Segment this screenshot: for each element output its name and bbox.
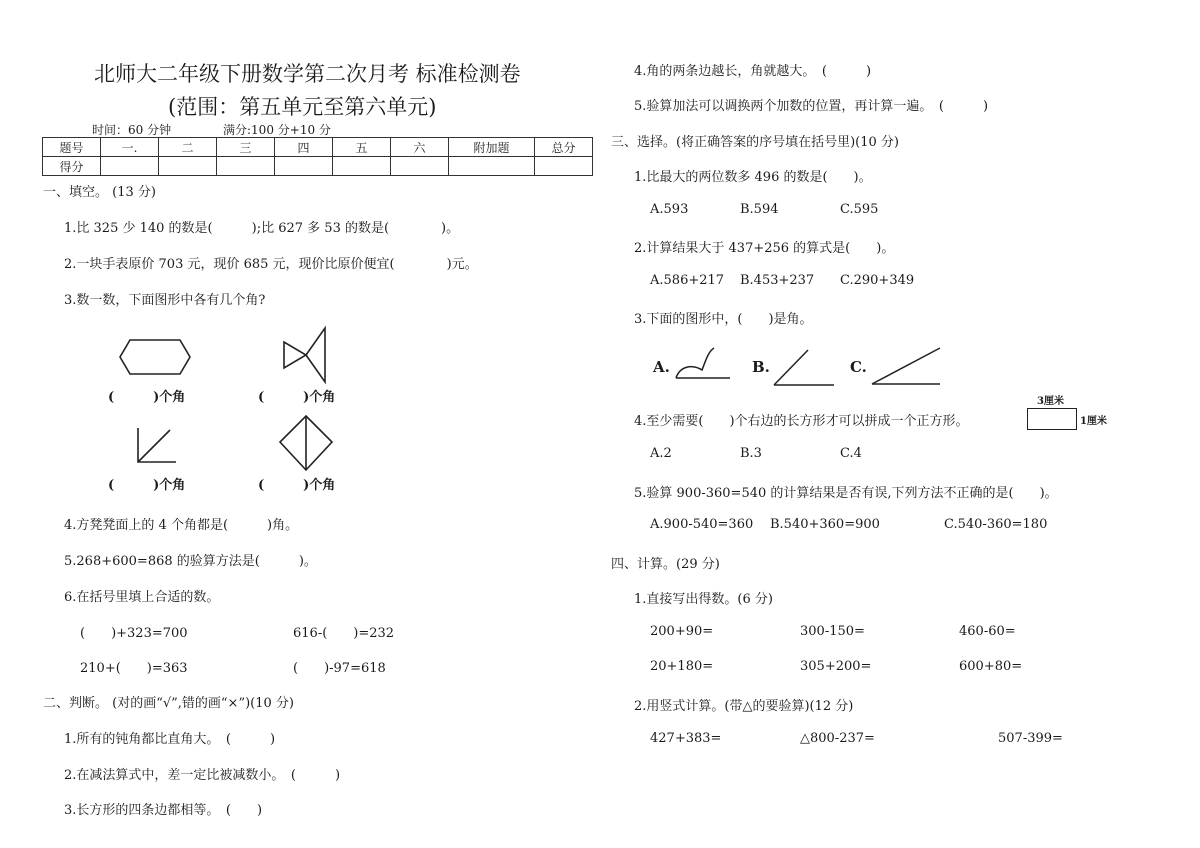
figure-option-b-label: B. [752,358,770,376]
score-table-score-row [43,157,593,176]
score-header-cell: 二 [159,138,217,157]
option-b: B.3 [740,446,762,461]
s3-question-1: 1.比最大的两位数多 496 的数是( )。 [634,170,872,185]
score-cell[interactable] [449,157,535,176]
s4-question-2: 2.用竖式计算。(带△的要验算)(12 分) [634,699,854,714]
score-header-cell: 总分 [535,138,593,157]
exam-time: 时间：60 分钟 [92,123,172,137]
calc-item: 200+90= [650,624,714,639]
score-header-cell: 四 [275,138,333,157]
rect-width-label: 3厘米 [1037,396,1064,407]
score-header-cell: 三 [217,138,275,157]
option-c: C.290+349 [840,273,915,288]
score-cell[interactable] [101,157,159,176]
option-c: C.595 [840,202,879,217]
figure-option-c-label: C. [850,358,867,376]
vertical-calc-item: △800-237= [800,731,875,746]
hexagon-shape [120,340,190,374]
fill-blank-item: ( )-97=618 [293,661,386,676]
score-cell[interactable] [391,157,449,176]
score-cell[interactable] [159,157,217,176]
rect-height-label: 1厘米 [1080,416,1107,427]
bowtie-shape-right [306,328,325,382]
figure-label-bowtie: ( )个角 [258,390,336,405]
figure-label-hexagon: ( )个角 [108,390,186,405]
angle-figure-c [872,348,940,384]
score-header-cell: 附加题 [449,138,535,157]
option-c: C.540-360=180 [944,517,1048,532]
curve-figure [676,348,714,378]
angle-figure-b [774,350,808,385]
calc-item: 600+80= [959,659,1023,674]
option-b: B.540+360=900 [770,517,880,532]
calc-item: 20+180= [650,659,714,674]
option-a: A.2 [650,446,672,461]
calc-item: 300-150= [800,624,865,639]
s2-question-1: 1.所有的钝角都比直角大。 ( ) [64,732,276,747]
s3-question-3: 3.下面的图形中，( )是角。 [634,312,813,327]
s1-question-6: 6.在括号里填上合适的数。 [64,590,220,605]
score-cell[interactable] [333,157,391,176]
s2-question-3: 3.长方形的四条边都相等。 ( ) [64,803,263,818]
s2-question-5: 5.验算加法可以调换两个加数的位置，再计算一遍。 ( ) [634,99,989,114]
s3-question-4: 4.至少需要( )个右边的长方形才可以拼成一个正方形。 [634,414,969,429]
fill-blank-item: 616-( )=232 [293,626,395,641]
figure-label-kite: ( )个角 [258,478,336,493]
bowtie-shape [284,342,306,368]
page-subtitle: (范围：第五单元至第六单元) [168,95,437,119]
s2-question-4: 4.角的两条边越长，角就越大。 ( ) [634,64,872,79]
s1-question-5: 5.268+600=868 的验算方法是( )。 [64,554,317,569]
score-header-cell: 五 [333,138,391,157]
vertical-calc-item: 507-399= [998,731,1063,746]
section1-title: 一、填空。 (13 分) [43,185,156,200]
section2-title: 二、判断。 (对的画“√”,错的画“×”)(10 分) [43,696,294,711]
option-c: C.4 [840,446,862,461]
s1-question-3: 3.数一数，下面图形中各有几个角? [64,293,266,308]
full-score: 满分:100 分+10 分 [223,123,331,137]
score-cell[interactable] [275,157,333,176]
page-title: 北师大二年级下册数学第二次月考 标准检测卷 [94,62,521,86]
angle-options-figure [670,340,950,390]
option-a: A.900-540=360 [650,517,754,532]
s1-question-2: 2.一块手表原价 703 元，现价 685 元，现价比原价便宜( )元。 [64,257,478,272]
calc-item: 305+200= [800,659,872,674]
s3-question-5: 5.验算 900-360=540 的计算结果是否有误,下列方法不正确的是( )。 [634,486,1058,501]
vertical-calc-item: 427+383= [650,731,722,746]
option-a: A.593 [650,202,689,217]
score-table [42,137,593,176]
angle-shapes-figure [100,320,370,500]
figure-label-angle: ( )个角 [108,478,186,493]
calc-item: 460-60= [959,624,1016,639]
score-table-header-row [43,138,593,157]
score-row-label: 得分 [43,157,101,176]
rectangle-figure [1027,408,1077,430]
fill-blank-item: ( )+323=700 [80,626,188,641]
score-header-cell: 一. [101,138,159,157]
section3-title: 三、选择。(将正确答案的序号填在括号里)(10 分) [611,135,899,150]
figure-option-a-label: A. [653,358,670,376]
option-a: A.586+217 [650,273,725,288]
fill-blank-item: 210+( )=363 [80,661,188,676]
option-b: B.453+237 [740,273,815,288]
option-b: B.594 [740,202,779,217]
score-header-cell: 题号 [43,138,101,157]
s1-question-4: 4.方凳凳面上的 4 个角都是( )角。 [64,518,299,533]
s3-question-2: 2.计算结果大于 437+256 的算式是( )。 [634,241,895,256]
s4-question-1: 1.直接写出得数。(6 分) [634,592,773,607]
score-header-cell: 六 [391,138,449,157]
score-cell[interactable] [535,157,593,176]
s1-question-1: 1.比 325 少 140 的数是( );比 627 多 53 的数是( )。 [64,221,460,236]
section4-title: 四、计算。(29 分) [611,557,720,572]
score-cell[interactable] [217,157,275,176]
s2-question-2: 2.在减法算式中，差一定比被减数小。 ( ) [64,768,341,783]
